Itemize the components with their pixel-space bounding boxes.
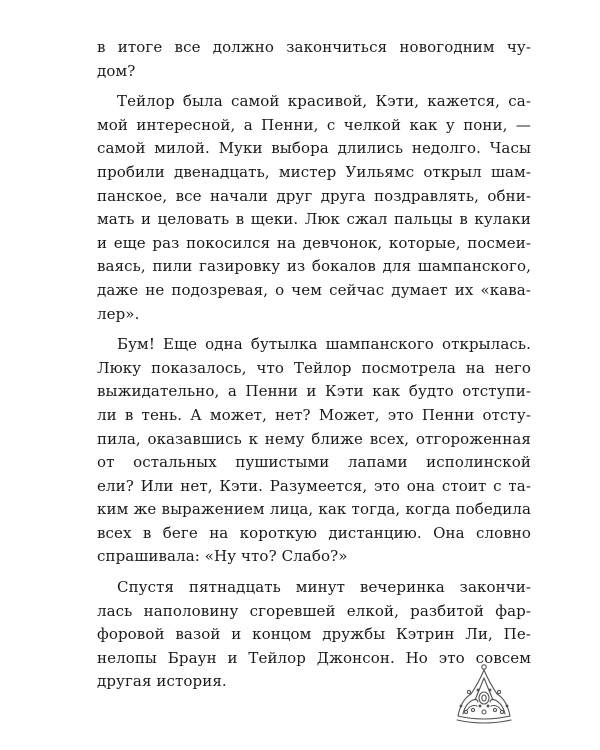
text-line: мать и целовать в щеки. Люк сжал пальцы в кулаки [97, 210, 531, 229]
text-line: ваясь, пили газировку из бокалов для шампанского, [97, 257, 531, 276]
text-line: Люку показалось, что Тейлор посмотрела на него [97, 358, 531, 377]
text-line: другая история. [97, 672, 227, 691]
text-line: ли в тень. А может, нет? Может, это Пенни отсту- [97, 405, 531, 424]
text-line: лер». [97, 304, 140, 323]
text-line: всех в беге на короткую дистанцию. Она словно [97, 523, 531, 542]
text-line: панское, все начали друг друга поздравлять, обни- [97, 186, 531, 205]
text-line: спрашивала: «Ну что? Слабо?» [97, 547, 348, 566]
text-line: пробили двенадцать, мистер Уильямс открыл шам- [97, 162, 531, 181]
text-line: лась наполовину сгоревшей елкой, разбитой фар- [97, 601, 531, 620]
text-line: мой интересной, а Пенни, с челкой как у пони, — [97, 115, 531, 134]
text-line: и еще раз покосился на девчонок, которые, посмеи- [97, 233, 531, 252]
tiara-icon [449, 660, 519, 730]
text-line: дом? [97, 61, 136, 80]
text-line: выжидательно, а Пенни и Кэти как будто отступи- [97, 382, 531, 401]
text-line: ким же выражением лица, как тогда, когда победила [97, 500, 531, 519]
text-line: ели? Или нет, Кэти. Разумеется, это она стоит с та- [97, 476, 531, 495]
text-line: в итоге все должно закончиться новогодним чу- [97, 38, 531, 56]
text-line: самой милой. Муки выбора длились недолго. Часы [97, 139, 531, 158]
text-line: даже не подозревая, о чем сейчас думает их «кава- [97, 280, 531, 299]
text-line: Тейлор была самой красивой, Кэти, кажется, са- [117, 92, 531, 111]
text-line: Спустя пятнадцать минут вечеринка закончи- [117, 578, 531, 597]
text-line: пила, оказавшись к нему ближе всех, отгороженная [97, 429, 531, 448]
text-line: от остальных пушистыми лапами исполинской [97, 453, 531, 472]
text-line: форовой вазой и концом дружбы Кэтрин Ли, Пе- [97, 625, 531, 644]
text-line: нелопы Браун и Тейлор Джонсон. Но это совсем [97, 648, 531, 667]
text-line: Бум! Еще одна бутылка шампанского открылась. [117, 335, 531, 354]
body-text [97, 36, 531, 694]
